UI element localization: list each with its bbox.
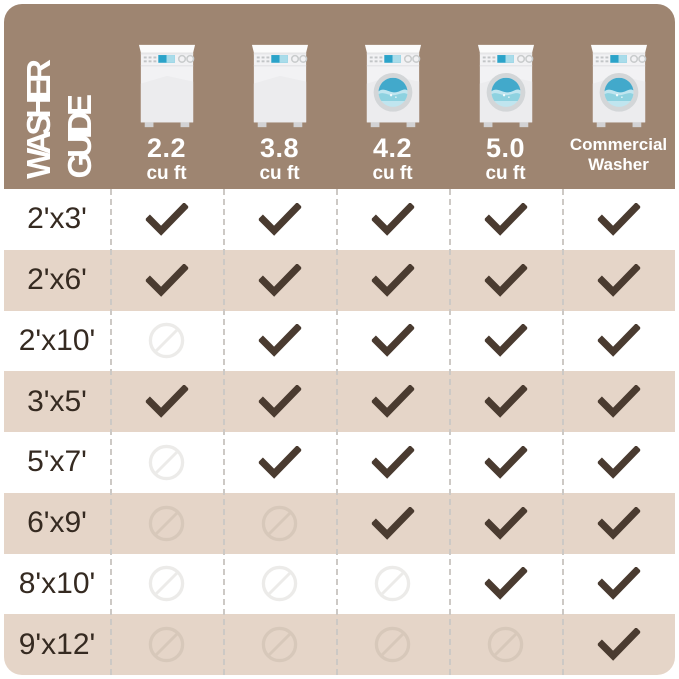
check-icon [145, 385, 189, 418]
column-header-commercial [562, 4, 675, 189]
column-header-5-0 [449, 4, 562, 189]
cell-yes [562, 264, 675, 297]
cell-no [336, 564, 449, 603]
check-icon [371, 203, 415, 236]
row-size-label: 9'x12' [18, 627, 96, 661]
row-size-label: 2'x6' [27, 263, 87, 297]
cell-no [223, 625, 336, 664]
title-word-guide: GUIDE [60, 99, 98, 179]
cell-no [110, 625, 223, 664]
cell-yes [562, 507, 675, 540]
column-label-sub: cu ft [146, 163, 187, 184]
cell-no [223, 504, 336, 543]
cell-no [110, 321, 223, 360]
cell-no [336, 625, 449, 664]
check-icon [597, 385, 641, 418]
column-header-3-8 [223, 4, 336, 189]
not-allowed-icon [373, 625, 412, 664]
column-label [146, 135, 186, 185]
check-icon [371, 264, 415, 297]
table-row [4, 614, 675, 675]
check-icon [371, 446, 415, 479]
column-divider-line [449, 189, 451, 675]
check-icon [371, 385, 415, 418]
cell-yes [223, 446, 336, 479]
cell-yes [562, 567, 675, 600]
table-row [4, 554, 675, 615]
not-allowed-icon [147, 321, 186, 360]
check-icon [371, 324, 415, 357]
cell-yes [110, 264, 223, 297]
column-label-main: 4.2 [372, 133, 413, 163]
cell-yes [449, 446, 562, 479]
table-body [4, 189, 675, 675]
column-label-main: 2.2 [146, 133, 187, 163]
column-label-sub: cu ft [259, 163, 300, 184]
cell-yes [223, 324, 336, 357]
cell-yes [562, 203, 675, 236]
cell-yes [336, 507, 449, 540]
check-icon [597, 324, 641, 357]
column-label [485, 135, 525, 185]
column-header-4-2 [336, 4, 449, 189]
check-icon [597, 203, 641, 236]
cell-yes [449, 203, 562, 236]
top-load-washer-icon [249, 41, 311, 132]
cell-yes [110, 203, 223, 236]
front-load-washer-icon [475, 41, 537, 132]
cell-yes [223, 203, 336, 236]
cell-yes [336, 446, 449, 479]
column-divider-line [223, 189, 225, 675]
check-icon [484, 567, 528, 600]
cell-no [110, 564, 223, 603]
check-icon [597, 264, 641, 297]
check-icon [597, 628, 641, 661]
cell-yes [562, 324, 675, 357]
cell-yes [449, 264, 562, 297]
column-label-main: 5.0 [485, 133, 526, 163]
column-divider-line [562, 189, 564, 675]
column-label-main: Commercial [569, 135, 668, 154]
column-headers [110, 4, 675, 189]
not-allowed-icon [260, 504, 299, 543]
check-icon [258, 203, 302, 236]
column-divider-line [336, 189, 338, 675]
table-row [4, 250, 675, 311]
not-allowed-icon [260, 625, 299, 664]
cell-yes [336, 264, 449, 297]
check-icon [258, 385, 302, 418]
cell-yes [336, 324, 449, 357]
column-header-2-2 [110, 4, 223, 189]
column-label-sub: Washer [588, 155, 649, 175]
check-icon [484, 446, 528, 479]
check-icon [484, 385, 528, 418]
cell-yes [562, 385, 675, 418]
top-load-washer-icon [136, 41, 198, 132]
cell-no [223, 564, 336, 603]
title-word-washer: WASHER [19, 64, 57, 179]
check-icon [484, 324, 528, 357]
table-row [4, 371, 675, 432]
page-title [4, 4, 110, 189]
cell-yes [449, 507, 562, 540]
column-label [570, 135, 667, 185]
header [4, 4, 675, 189]
check-icon [484, 507, 528, 540]
cell-no [449, 625, 562, 664]
not-allowed-icon [147, 443, 186, 482]
not-allowed-icon [147, 504, 186, 543]
cell-yes [562, 446, 675, 479]
washer-guide-card [4, 4, 675, 675]
cell-yes [336, 203, 449, 236]
column-label [259, 135, 299, 185]
row-size-label: 2'x10' [18, 323, 96, 357]
table-row [4, 311, 675, 372]
not-allowed-icon [373, 564, 412, 603]
row-size-label: 3'x5' [27, 384, 87, 418]
cell-yes [562, 628, 675, 661]
check-icon [597, 446, 641, 479]
check-icon [258, 446, 302, 479]
table-row [4, 432, 675, 493]
column-label-sub: cu ft [485, 163, 526, 184]
not-allowed-icon [147, 625, 186, 664]
column-label-sub: cu ft [372, 163, 413, 184]
cell-yes [223, 264, 336, 297]
column-divider-line [110, 189, 112, 675]
cell-no [110, 504, 223, 543]
check-icon [258, 324, 302, 357]
column-label-main: 3.8 [259, 133, 300, 163]
row-size-label: 5'x7' [27, 445, 87, 479]
front-load-washer-icon [588, 41, 650, 132]
cell-no [110, 443, 223, 482]
cell-yes [110, 385, 223, 418]
row-size-label: 6'x9' [27, 506, 87, 540]
check-icon [597, 567, 641, 600]
table-row [4, 493, 675, 554]
cell-yes [336, 385, 449, 418]
not-allowed-icon [147, 564, 186, 603]
row-size-label: 2'x3' [27, 202, 87, 236]
check-icon [145, 264, 189, 297]
check-icon [597, 507, 641, 540]
check-icon [484, 264, 528, 297]
front-load-washer-icon [362, 41, 424, 132]
check-icon [371, 507, 415, 540]
not-allowed-icon [486, 625, 525, 664]
column-label [372, 135, 412, 185]
check-icon [145, 203, 189, 236]
table-row [4, 189, 675, 250]
cell-yes [223, 385, 336, 418]
check-icon [258, 264, 302, 297]
row-size-label: 8'x10' [18, 566, 96, 600]
not-allowed-icon [260, 564, 299, 603]
cell-yes [449, 385, 562, 418]
cell-yes [449, 567, 562, 600]
check-icon [484, 203, 528, 236]
cell-yes [449, 324, 562, 357]
